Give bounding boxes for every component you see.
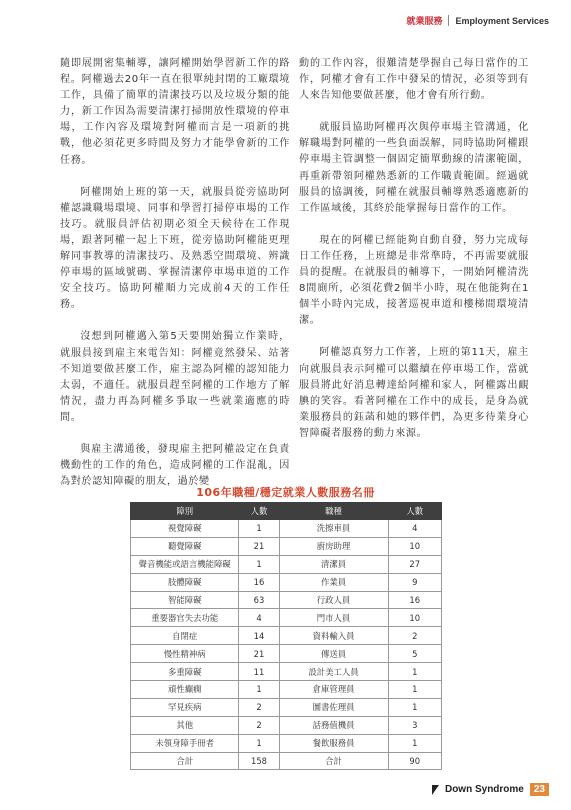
job-count-cell: 90 — [388, 752, 442, 770]
disability-type-cell: 肢體障礙 — [131, 573, 239, 591]
disability-type-cell: 頑性癲癇 — [131, 681, 239, 699]
job-type-cell: 門市人員 — [279, 609, 388, 627]
job-count-cell: 3 — [388, 716, 442, 734]
disability-type-cell: 聲音機能或語言機能障礙 — [131, 555, 239, 573]
disability-count-cell: 16 — [239, 573, 279, 591]
article-column-right — [299, 56, 529, 458]
job-count-cell: 2 — [388, 627, 442, 645]
job-type-cell: 合計 — [279, 752, 388, 770]
table-title: 106年職種/穩定就業人數服務名冊 — [196, 486, 375, 499]
article-paragraph: 隨即展開密集輔導，讓阿權開始學習新工作的路程。阿權過去20年一直在很單純封閉的工廠環境工作，具備了簡單的清潔技巧以及垃圾分類的能力，新工作因為需要清潔打掃開放性環境的停車場，工作內容及環境對阿權而言是一項新的挑戰，他必須花更多時間及努力才能學會新的工作任務。 — [60, 58, 290, 166]
disability-count-cell: 1 — [239, 520, 279, 538]
job-type-cell: 洗擦車員 — [279, 520, 388, 538]
disability-count-cell: 2 — [239, 716, 279, 734]
disability-count-cell: 11 — [239, 663, 279, 681]
article-paragraph: 動的工作內容，很難清楚學握自己每日當作的工作，阿權才會有工作中發呆的情況，必須等到有人來告知他要做甚麼，他才會有所行動。 — [299, 58, 529, 102]
header-count: 人數 — [388, 503, 442, 520]
disability-count-cell: 158 — [239, 752, 279, 770]
job-type-cell: 廚房助理 — [279, 537, 388, 555]
table-row — [131, 752, 442, 770]
job-count-cell: 27 — [388, 555, 442, 573]
magazine-name: Down Syndrome — [444, 784, 524, 795]
job-type-cell: 傳送員 — [279, 645, 388, 663]
page-number: 23 — [530, 783, 549, 796]
job-count-cell: 1 — [388, 698, 442, 716]
disability-type-cell: 聽覺障礙 — [131, 537, 239, 555]
disability-type-cell: 重要器官失去功能 — [131, 609, 239, 627]
disability-type-cell: 視覺障礙 — [131, 520, 239, 538]
table-row — [131, 698, 442, 716]
disability-count-cell: 2 — [239, 698, 279, 716]
job-count-cell: 9 — [388, 573, 442, 591]
table-row — [131, 627, 442, 645]
section-title-zh: 就業服務 — [406, 17, 443, 27]
header-divider — [448, 15, 449, 26]
table-row — [131, 573, 442, 591]
header-job-type: 職種 — [279, 503, 388, 520]
disability-count-cell: 1 — [239, 734, 279, 752]
job-type-cell: 話務值機員 — [279, 716, 388, 734]
job-type-cell: 行政人員 — [279, 591, 388, 609]
table-row — [131, 555, 442, 573]
footer-mark-icon — [432, 785, 439, 795]
table-row — [131, 537, 442, 555]
disability-type-cell: 慢性精神病 — [131, 645, 239, 663]
job-count-cell: 1 — [388, 681, 442, 699]
article-paragraph: 阿權認真努力工作著，上班的第11天，雇主向就服員表示阿權可以繼續在停車場工作，當就服員將此好消息轉達給阿權和家人，阿權露出靦腆的笑容。看著阿權在工作中的成長，是身為就業服務員的鈺菡和她的夥伴們，為更多待業身心智障礙者服務的動力來源。 — [299, 347, 529, 439]
job-count-cell: 1 — [388, 663, 442, 681]
article-column-left — [60, 56, 290, 506]
article-paragraph: 與雇主溝通後，發現雇主把阿權設定在負責機動性的工作的角色，造成阿權的工作混亂，因為對於認知障礙的朋友，過於變 — [60, 443, 290, 488]
disability-count-cell: 21 — [239, 645, 279, 663]
job-count-cell: 10 — [388, 537, 442, 555]
job-count-cell: 10 — [388, 609, 442, 627]
table-row — [131, 681, 442, 699]
disability-count-cell: 1 — [239, 681, 279, 699]
disability-count-cell: 14 — [239, 627, 279, 645]
section-header — [406, 14, 549, 27]
table-row — [131, 591, 442, 609]
disability-count-cell: 21 — [239, 537, 279, 555]
article-paragraph: 就服員協助阿權再次與停車場主管溝通，化解職場對阿權的一些負面誤解，同時協助阿權跟停車場主管調整一個固定簡單動線的清潔範圍，再重新帶領阿權熟悉新的工作職責範圍。經過就服員的協調後，阿權在就服員輔導熟悉適應新的工作區域後，其終於能掌握每日當作的工作。 — [299, 122, 529, 214]
job-count-cell: 5 — [388, 645, 442, 663]
disability-type-cell: 合計 — [131, 752, 239, 770]
disability-type-cell: 罕見疾病 — [131, 698, 239, 716]
article-paragraph: 沒想到阿權邁入第5天要開始獨立作業時，就服員接到雇主來電告知：阿權竟然發呆、站著不知道要做甚麼工作，雇主認為阿權的認知能力太弱，不適任。就服員趕至阿權的工作地方了解情況，盡力再為阿權多爭取一些就業適應的時間。 — [60, 331, 290, 423]
article-paragraph: 現在的阿權已經能夠自動自發，努力完成每日工作任務，上班總是非常準時，不再需要就服員的提醒。在就服員的輔導下，一開始阿權清洗8間廁所，必須花費2個半小時，現在他能夠在1個半小時內完成，接著巡視車道和樓梯間環境清潔。 — [299, 234, 529, 327]
section-title-en: Employment Services — [455, 15, 549, 26]
job-type-cell: 倉庫管理員 — [279, 681, 388, 699]
disability-type-cell: 智能障礙 — [131, 591, 239, 609]
job-type-cell: 清潔員 — [279, 555, 388, 573]
page-footer — [432, 783, 549, 796]
employment-table — [130, 502, 442, 770]
table-row — [131, 645, 442, 663]
disability-type-cell: 自閉症 — [131, 627, 239, 645]
table-row — [131, 609, 442, 627]
job-type-cell: 圖書佐理員 — [279, 698, 388, 716]
disability-count-cell: 1 — [239, 555, 279, 573]
table-header-row — [131, 503, 442, 520]
job-type-cell: 餐飲服務員 — [279, 734, 388, 752]
table-body — [131, 520, 442, 770]
job-type-cell: 作業員 — [279, 573, 388, 591]
job-count-cell: 16 — [388, 591, 442, 609]
disability-type-cell: 其他 — [131, 716, 239, 734]
article-paragraph: 阿權開始上班的第一天，就服員從旁協助阿權認識職場環境、同事和學習打掃停車場的工作技巧。就服員評估初期必須全天候待在工作現場，跟著阿權一起上下班，從旁協助阿權能更理解同事教導的清潔技巧、及熟悉空間環境、辨識停車場的區域號碼、掌握清潔停車場車道的工作安全技巧。協助阿權順力完成前4天的工作任務。 — [60, 186, 290, 311]
table-row — [131, 734, 442, 752]
disability-type-cell: 未領身障手冊者 — [131, 734, 239, 752]
header-count: 人數 — [239, 503, 279, 520]
header-disability-type: 障別 — [131, 503, 239, 520]
table-row — [131, 663, 442, 681]
job-count-cell: 4 — [388, 520, 442, 538]
job-count-cell: 1 — [388, 734, 442, 752]
table-row — [131, 716, 442, 734]
job-type-cell: 設計美工人員 — [279, 663, 388, 681]
disability-count-cell: 63 — [239, 591, 279, 609]
job-type-cell: 資料輸入員 — [279, 627, 388, 645]
disability-type-cell: 多重障礙 — [131, 663, 239, 681]
disability-count-cell: 4 — [239, 609, 279, 627]
table-row — [131, 520, 442, 538]
